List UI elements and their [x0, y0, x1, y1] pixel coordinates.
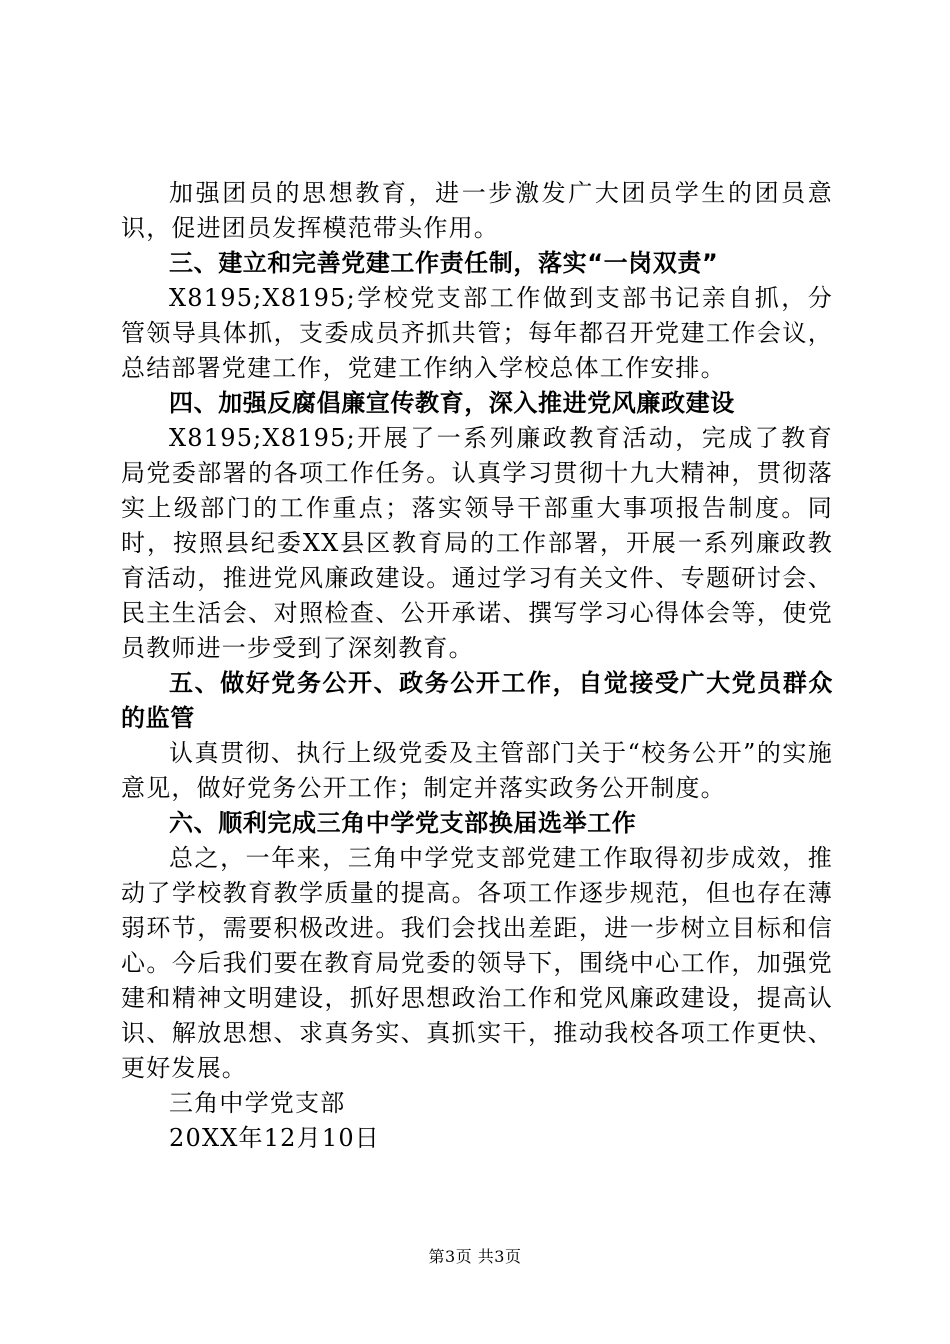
paragraph-5: 总之，一年来，三角中学党支部党建工作取得初步成效，推动了学校教育教学质量的提高。各项工作逐步规范，但也存在薄弱环节，需要积极改进。我们会找出差距，进一步树立目标和信心。今后我们要在教育局党委的领导下，围绕中心工作，加强党建和精神文明建设，抓好思想政治工作和党风廉政建设，提高认识、解放思想、求真务实、真抓实干，推动我校各项工作更快、更好发展。	[121, 844, 833, 1082]
document-body	[121, 176, 833, 1156]
paragraph-1: 加强团员的思想教育，进一步激发广大团员学生的团员意识，促进团员发挥模范带头作用。	[121, 179, 833, 242]
signature-organization: 三角中学党支部	[169, 1089, 346, 1117]
paragraph-3: X8195;X8195;开展了一系列廉政教育活动，完成了教育局党委部署的各项工作任务。认真学习贯彻十九大精神，贯彻落实上级部门的工作重点；落实领导干部重大事项报告制度。同时，按照县纪委XX县区教育局的工作部署，开展一系列廉政教育活动，推进党风廉政建设。通过学习有关文件、专题研讨会、民主生活会、对照检查、公开承诺、撰写学习心得体会等，使党员教师进一步受到了深刻教育。	[121, 424, 833, 662]
signature-date: 20XX年12月10日	[169, 1124, 380, 1152]
section-heading-4: 四、加强反腐倡廉宣传教育，深入推进党风廉政建设	[169, 389, 735, 417]
section-heading-6: 六、顺利完成三角中学党支部换届选举工作	[169, 809, 637, 837]
section-heading-5: 五、做好党务公开、政务公开工作，自觉接受广大党员群众的监管	[121, 669, 833, 732]
paragraph-4: 认真贯彻、执行上级党委及主管部门关于“校务公开”的实施意见，做好党务公开工作；制定并落实政务公开制度。	[121, 739, 833, 802]
page-number-footer: 第3页 共3页	[428, 1247, 522, 1266]
section-heading-3: 三、建立和完善党建工作责任制，落实“一岗双责”	[169, 249, 719, 277]
paragraph-2: X8195;X8195;学校党支部工作做到支部书记亲自抓，分管领导具体抓，支委成员齐抓共管；每年都召开党建工作会议，总结部署党建工作，党建工作纳入学校总体工作安排。	[121, 284, 833, 382]
